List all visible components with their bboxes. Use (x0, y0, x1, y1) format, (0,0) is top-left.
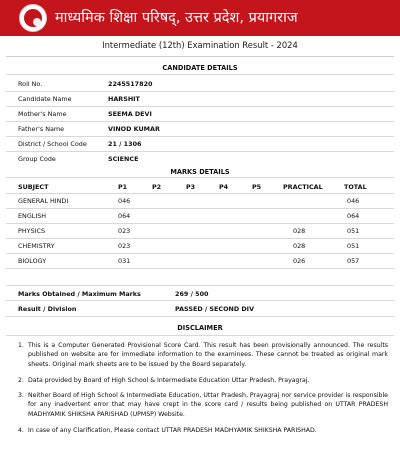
disclaimer-item: 4. In case of any Clarification, Please contact UTTAR PRADESH MADHYAMIK SHIKSHA PARISHAD. (18, 426, 388, 436)
disclaimer-text: This is a Computer Generated Provisional Score Card. This result has been provisionally announced. The results published on website are for immediate information to the examinees. These cannot be treated as original mark sheets. Original mark sheets are to be issued by the Board separately. (28, 342, 388, 368)
p1-cell: 023 (118, 242, 131, 250)
marks-obtained-value: 269 / 500 (175, 290, 209, 298)
divider (6, 208, 394, 209)
subject-cell: PHYSICS (18, 227, 46, 235)
board-seal-logo (19, 4, 47, 32)
marks-section-title: MARKS DETAILS (170, 168, 230, 176)
result-division-value: PASSED / SECOND DIV (175, 305, 255, 313)
col-p3: P3 (186, 183, 196, 191)
divider (6, 136, 394, 137)
group-code-value: SCIENCE (108, 155, 139, 163)
total-cell: 051 (347, 242, 360, 250)
disclaimer-text: Data provided by Board of High School & Intermediate Education Uttar Pradesh, Prayagraj. (28, 377, 310, 384)
divider (6, 253, 394, 254)
divider (6, 91, 394, 92)
divider (6, 335, 394, 336)
disclaimer-item: 1. This is a Computer Generated Provisional Score Card. This result has been provisionally announced. The results published on website are for immediate information to the examinees. These cannot be treated as original mark sheets. Original mark sheets are to be issued by the Board separately. (18, 342, 388, 368)
result-division-label: Result / Division (18, 305, 77, 313)
father-name-value: VINOD KUMAR (108, 125, 160, 133)
divider (6, 285, 394, 286)
district-school-code-label: District / School Code (18, 140, 87, 148)
subject-cell: BIOLOGY (18, 257, 47, 265)
practical-cell: 028 (293, 227, 306, 235)
practical-cell: 026 (293, 257, 306, 265)
divider (6, 177, 394, 178)
p1-cell: 064 (118, 212, 131, 220)
col-total: TOTAL (344, 183, 367, 191)
col-p5: P5 (252, 183, 262, 191)
divider (6, 268, 394, 269)
practical-cell: 028 (293, 242, 306, 250)
roll-no-value: 2245517820 (108, 80, 153, 88)
disclaimer-item: 3. Neither Board of High School & Intermediate Education, Uttar Pradesh, Prayagraj nor service provider is responsible for any inadvertent error that may have crept in the score card / results being published on UTTAR PRADESH MADHYAMIK SHIKSHA PARISHAD (UPMSP) Website. (18, 392, 388, 418)
total-cell: 046 (347, 197, 360, 205)
disclaimer-title: DISCLAIMER (177, 324, 223, 332)
page-subtitle: Intermediate (12th) Examination Result - 2024 (102, 40, 298, 50)
mother-name-value: SEEMA DEVI (108, 110, 152, 118)
p1-cell: 046 (118, 197, 131, 205)
father-name-label: Father's Name (18, 125, 65, 133)
divider (6, 74, 394, 75)
subject-cell: CHEMISTRY (18, 242, 55, 250)
candidate-name-value: HARSHIT (108, 95, 140, 103)
divider (6, 300, 394, 301)
candidate-name-label: Candidate Name (18, 95, 72, 103)
candidate-section-title: CANDIDATE DETAILS (162, 64, 238, 72)
p1-cell: 031 (118, 257, 131, 265)
total-cell: 064 (347, 212, 360, 220)
total-cell: 051 (347, 227, 360, 235)
site-header (0, 0, 400, 36)
col-p2: P2 (152, 183, 162, 191)
divider (6, 121, 394, 122)
divider (6, 316, 394, 317)
disclaimer-text: Neither Board of High School & Intermediate Education, Uttar Pradesh, Prayagraj nor service provider is responsible for any inadvertent error that may have crept in the score card / results being published on UTTAR PRADESH MADHYAMIK SHIKSHA PARISHAD (UPMSP) Website. (28, 392, 388, 418)
mother-name-label: Mother's Name (18, 110, 67, 118)
p1-cell: 023 (118, 227, 131, 235)
disclaimer-text: In case of any Clarification, Please contact UTTAR PRADESH MADHYAMIK SHIKSHA PARISHAD. (28, 427, 317, 434)
divider (6, 151, 394, 152)
group-code-label: Group Code (18, 155, 56, 163)
roll-no-label: Roll No. (18, 80, 43, 88)
col-practical: PRACTICAL (283, 183, 323, 191)
divider (6, 223, 394, 224)
subject-cell: ENGLISH (18, 212, 47, 220)
col-subject: SUBJECT (18, 183, 49, 191)
col-p1: P1 (118, 183, 128, 191)
board-title: माध्यमिक शिक्षा परिषद्, उत्तर प्रदेश, प्रयागराज (55, 10, 298, 26)
divider (6, 56, 394, 57)
divider (6, 238, 394, 239)
col-p4: P4 (219, 183, 229, 191)
divider (6, 106, 394, 107)
subject-cell: GENERAL HINDI (18, 197, 69, 205)
divider (6, 193, 394, 194)
disclaimer-item: 2. Data provided by Board of High School & Intermediate Education Uttar Pradesh, Prayagraj. (18, 376, 388, 386)
district-school-code-value: 21 / 1306 (108, 140, 142, 148)
marks-obtained-label: Marks Obtained / Maximum Marks (18, 290, 141, 298)
total-cell: 057 (347, 257, 360, 265)
